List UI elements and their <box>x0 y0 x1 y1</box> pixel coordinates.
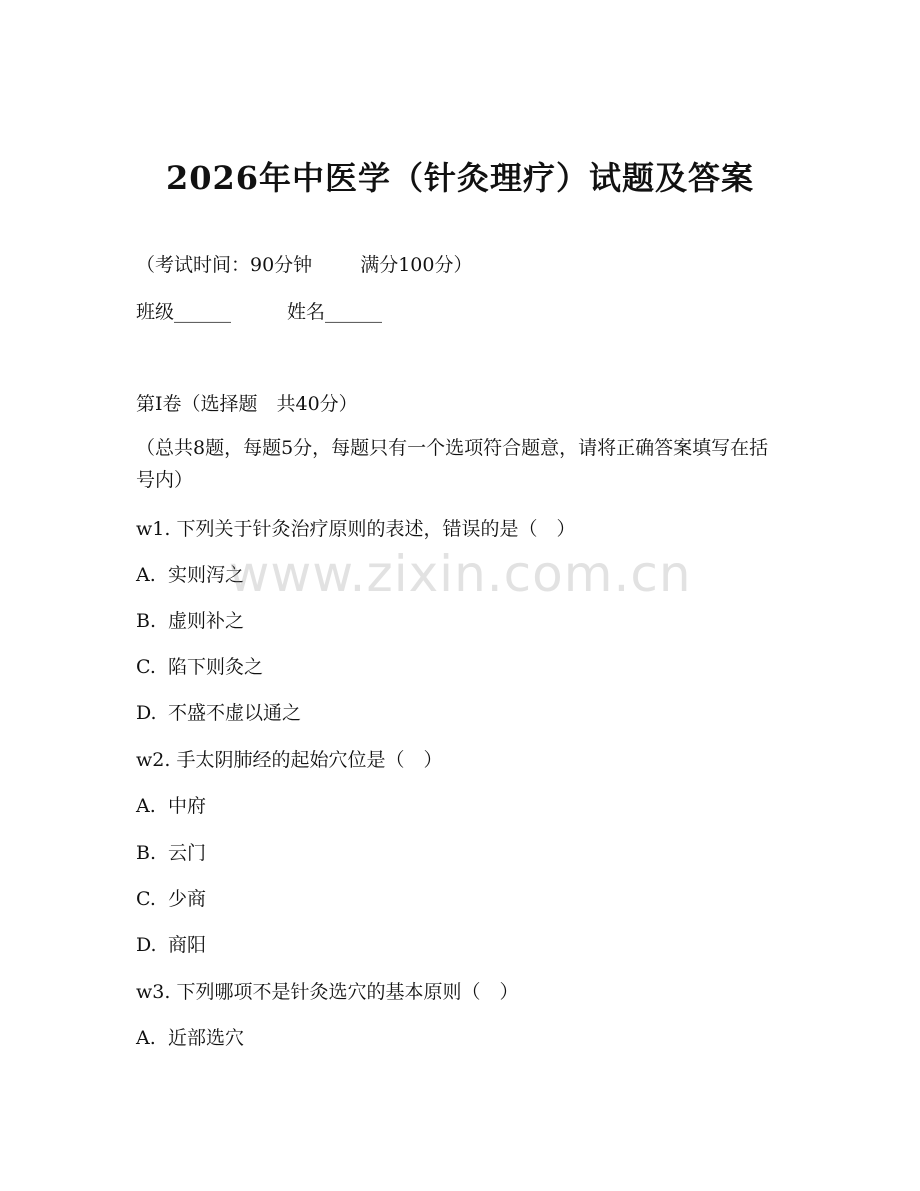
option-label: A. <box>136 795 156 817</box>
document-title: 2026年中医学（针灸理疗）试题及答案 <box>165 159 755 197</box>
exam-info <box>136 252 472 278</box>
option-text: 不盛不虚以通之 <box>168 702 302 724</box>
option-label: A. <box>136 1027 156 1049</box>
option-text: 实则泻之 <box>168 564 245 586</box>
option-label: B. <box>136 842 157 864</box>
question-text: 下列哪项不是针灸选穴的基本原则（ ） <box>176 981 519 1003</box>
question-2-option-b <box>136 840 206 866</box>
question-1-option-b <box>136 608 244 634</box>
option-text: 近部选穴 <box>168 1027 245 1049</box>
question-2-option-d <box>136 932 206 958</box>
option-label: D. <box>136 702 157 724</box>
option-label: B. <box>136 610 157 632</box>
student-fields <box>136 299 382 325</box>
question-text: 手太阴肺经的起始穴位是（ ） <box>176 749 443 771</box>
option-label: C. <box>136 888 156 910</box>
exam-score: 满分100分） <box>360 254 473 276</box>
question-3 <box>136 979 518 1005</box>
question-1-option-c <box>136 654 263 680</box>
question-1-option-d <box>136 700 301 726</box>
option-text: 陷下则灸之 <box>168 656 264 678</box>
question-number: w1. <box>136 518 171 540</box>
name-field: 姓名______ <box>287 301 383 323</box>
question-text: 下列关于针灸治疗原则的表述，错误的是（ ） <box>176 518 576 540</box>
question-2-option-a <box>136 793 206 819</box>
question-1 <box>136 516 575 542</box>
option-text: 商阳 <box>168 934 207 956</box>
option-text: 虚则补之 <box>168 610 245 632</box>
exam-time: （考试时间：90分钟 <box>136 254 313 276</box>
class-field: 班级______ <box>136 301 232 323</box>
question-1-option-a <box>136 562 244 588</box>
option-text: 少商 <box>168 888 207 910</box>
question-number: w2. <box>136 749 171 771</box>
option-text: 中府 <box>168 795 207 817</box>
watermark: www.zixin.com.cn <box>228 545 692 603</box>
option-label: A. <box>136 564 156 586</box>
question-number: w3. <box>136 981 171 1003</box>
section-instructions: （总共8题，每题5分，每题只有一个选项符合题意，请将正确答案填写在括号内） <box>136 437 769 491</box>
question-2 <box>136 747 442 773</box>
option-label: C. <box>136 656 156 678</box>
section-heading: 第I卷（选择题 共40分） <box>136 393 358 415</box>
option-text: 云门 <box>168 842 207 864</box>
question-3-option-a <box>136 1025 244 1051</box>
question-2-option-c <box>136 886 206 912</box>
option-label: D. <box>136 934 157 956</box>
